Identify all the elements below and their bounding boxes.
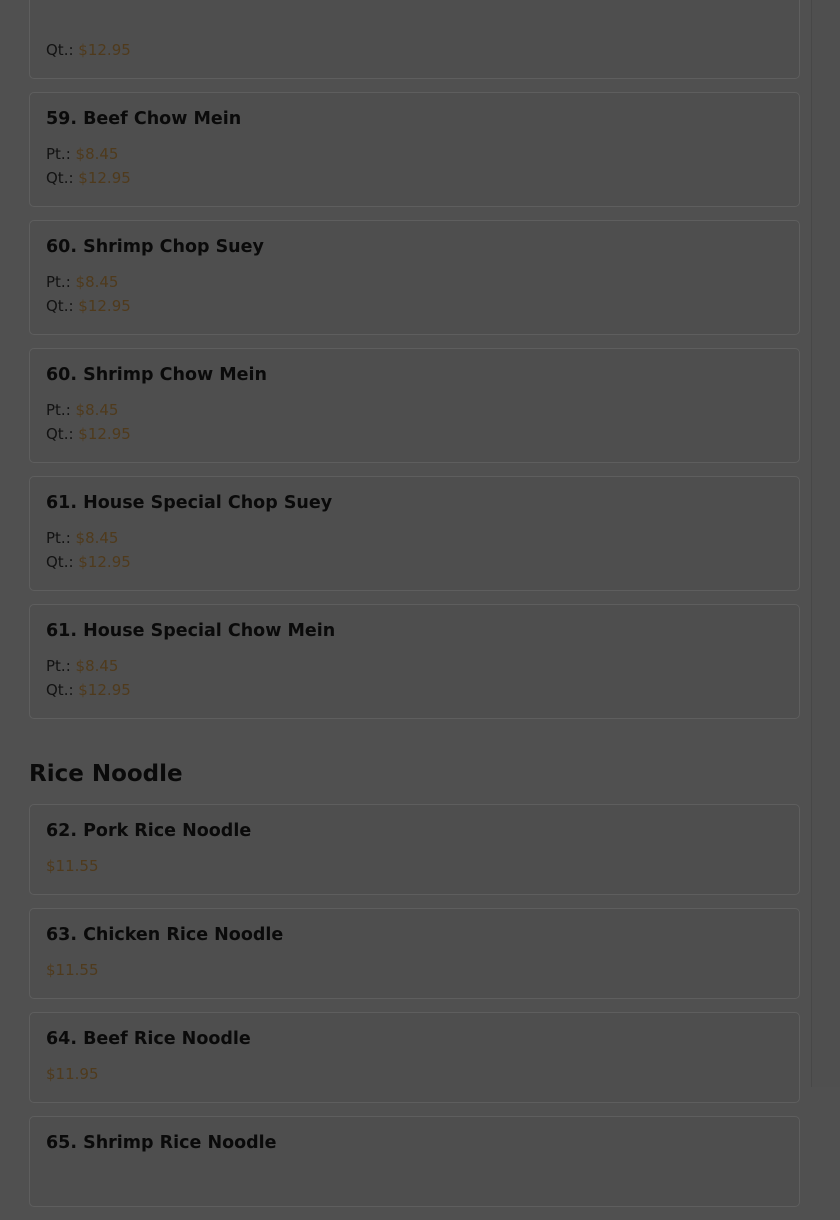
price-value: $12.95 [78,425,131,443]
price-quart [46,38,783,62]
price-single [46,1062,783,1086]
section-heading-rice-noodle: Rice Noodle [29,761,183,787]
menu-item-title: 62. Pork Rice Noodle [46,821,252,841]
menu-item-card[interactable] [29,220,800,335]
price-label: Qt.: [46,41,74,59]
price-value: $11.55 [46,857,99,875]
price-value: $8.45 [75,401,119,419]
menu-item-card[interactable] [29,0,800,79]
price-label: Pt.: [46,401,71,419]
menu-item-card[interactable] [29,1116,800,1207]
price-pint [46,142,783,166]
price-quart [46,294,783,318]
price-label: Pt.: [46,657,71,675]
price-quart [46,550,783,574]
menu-item-title: 61. House Special Chop Suey [46,493,333,513]
price-label: Qt.: [46,297,74,315]
price-pint [46,270,783,294]
price-pint [46,526,783,550]
price-label: Qt.: [46,169,74,187]
price-label: Qt.: [46,681,74,699]
price-value: $11.95 [46,1065,99,1083]
price-single [46,854,783,878]
menu-item-title: 61. House Special Chow Mein [46,621,336,641]
price-value: $12.95 [78,169,131,187]
price-quart [46,678,783,702]
price-value: $12.95 [78,681,131,699]
menu-item-title: 59. Beef Chow Mein [46,109,242,129]
price-value: $8.45 [75,273,119,291]
menu-item-card[interactable] [29,604,800,719]
menu-item-title: 65. Shrimp Rice Noodle [46,1133,277,1153]
price-value: $8.45 [75,657,119,675]
menu-item-title [46,0,783,2]
menu-item-card[interactable] [29,476,800,591]
menu-item-card[interactable] [29,1012,800,1103]
menu-item-card[interactable] [29,908,800,999]
price-value: $12.95 [78,41,131,59]
menu-item-title: 63. Chicken Rice Noodle [46,925,284,945]
price-value: $8.45 [75,145,119,163]
menu-content [29,0,800,1220]
price-value: $12.95 [78,553,131,571]
menu-item-title: 60. Shrimp Chow Mein [46,365,267,385]
menu-item-card[interactable] [29,348,800,463]
price-value: $11.55 [46,961,99,979]
price-single [46,958,783,982]
price-value: $8.45 [75,529,119,547]
price-label: Pt.: [46,273,71,291]
price-quart [46,166,783,190]
price-label: Pt.: [46,145,71,163]
menu-item-card[interactable] [29,804,800,895]
menu-item-title: 64. Beef Rice Noodle [46,1029,251,1049]
scrollbar[interactable] [811,0,840,1087]
price-pint [46,14,783,38]
price-pint [46,654,783,678]
menu-item-title: 60. Shrimp Chop Suey [46,237,264,257]
price-pint [46,398,783,422]
price-value: $12.95 [78,297,131,315]
price-label: Pt.: [46,529,71,547]
price-quart [46,422,783,446]
price-label: Qt.: [46,425,74,443]
menu-item-card[interactable] [29,92,800,207]
price-label: Qt.: [46,553,74,571]
